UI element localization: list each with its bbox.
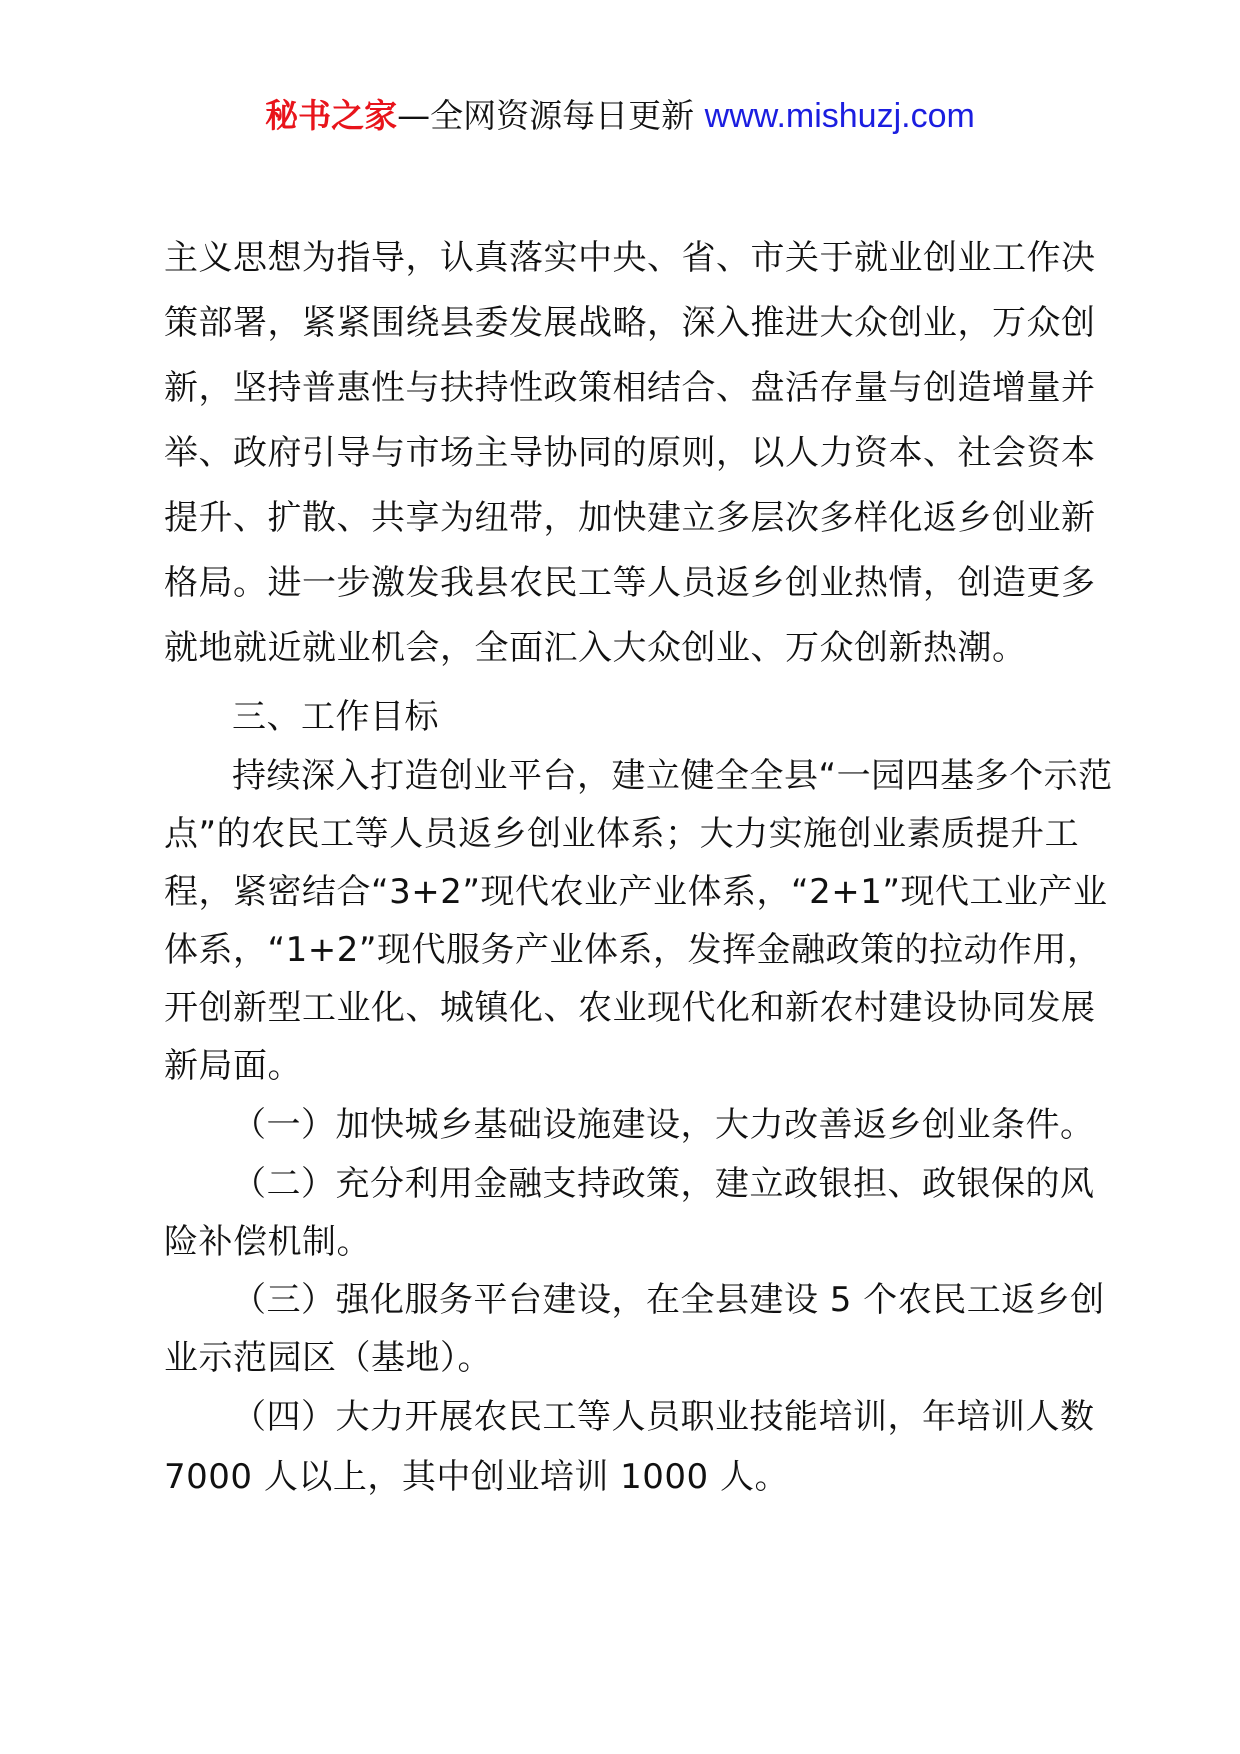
- site-url-link[interactable]: www.mishuzj.com: [704, 97, 975, 135]
- document-body: [164, 226, 1124, 1507]
- goal-item-4: （四）大力开展农民工等人员职业技能培训，年培训人数 7000 人以上，其中创业培训 1000 人。: [164, 1397, 1095, 1497]
- goal-item-1: （一）加快城乡基础设施建设，大力改善返乡创业条件。: [232, 1105, 1095, 1145]
- goal-item-2: （二）充分利用金融支持政策，建立政银担、政银保的风险补偿机制。: [164, 1164, 1095, 1262]
- section-heading: 三、工作目标: [232, 697, 439, 737]
- guiding-paragraph: 主义思想为指导，认真落实中央、省、市关于就业创业工作决策部署，紧紧围绕县委发展战略，深入推进大众创业，万众创新，坚持普惠性与扶持性政策相结合、盘活存量与创造增量并举、政府引导与市场主导协同的原则，以人力资本、社会资本提升、扩散、共享为纽带，加快建立多层次多样化返乡创业新格局。进一步激发我县农民工等人员返乡创业热情，创造更多就地就近就业机会，全面汇入大众创业、万众创新热潮。: [164, 238, 1096, 668]
- goal-paragraph: 持续深入打造创业平台，建立健全全县“一园四基多个示范点”的农民工等人员返乡创业体系；大力实施创业素质提升工程，紧密结合“3+2”现代农业产业体系，“2+1”现代工业产业体系，“1+2”现代服务产业体系，发挥金融政策的拉动作用，开创新型工业化、城镇化、农业现代化和新农村建设协同发展新局面。: [164, 756, 1113, 1086]
- site-header: [0, 96, 1240, 136]
- brand-name: 秘书之家: [265, 96, 398, 135]
- goal-item-3: （三）强化服务平台建设，在全县建设 5 个农民工返乡创业示范园区（基地）。: [164, 1280, 1105, 1378]
- header-tagline: —全网资源每日更新: [397, 96, 695, 135]
